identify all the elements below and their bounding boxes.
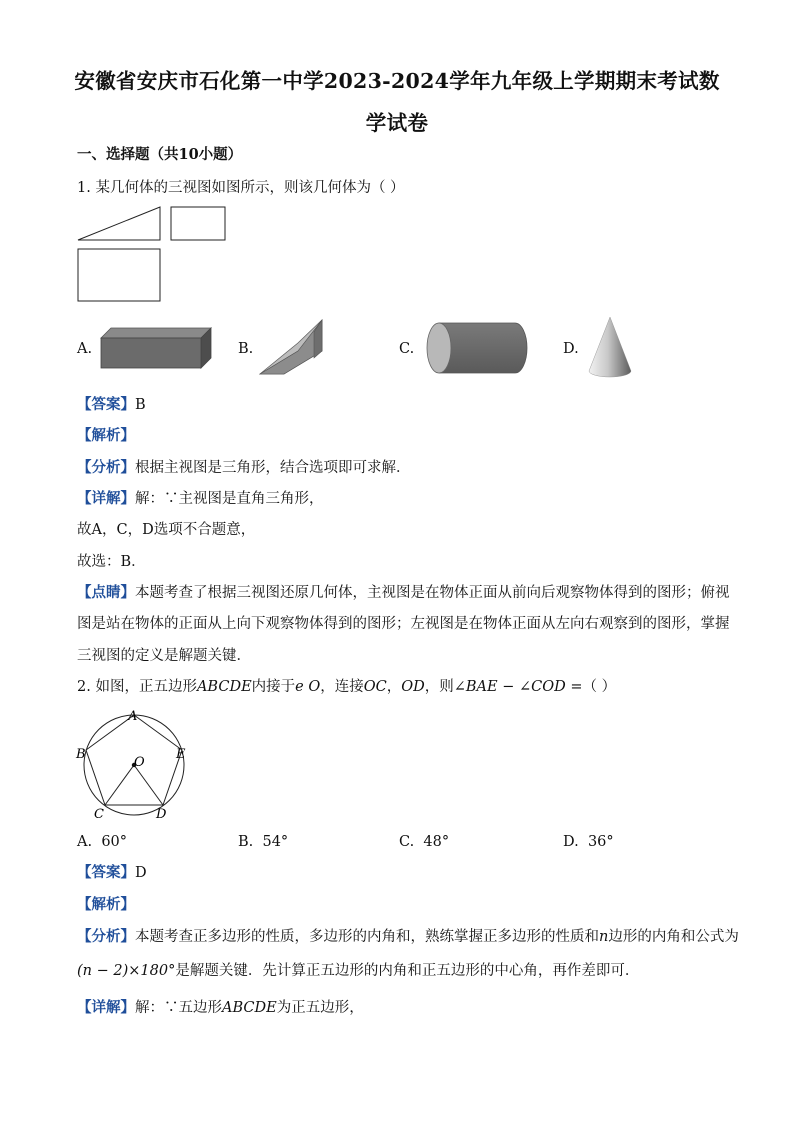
q2-fenxi-line2 <box>77 964 639 979</box>
label-b: B <box>76 747 86 762</box>
q1-option-b-triangular-prism-icon <box>258 318 324 378</box>
fenxi-formula: (n − 2)×180° <box>77 963 176 979</box>
fenxi-tag: 【分析】 <box>77 928 135 945</box>
xiangjie-tag: 【详解】 <box>77 999 135 1016</box>
q1-option-a-label: A. <box>77 341 93 357</box>
q1-solution-line2: 故A，C，D选项不合题意， <box>77 522 256 538</box>
q1-option-d-label: D. <box>563 341 579 357</box>
answer-tag: 【答案】 <box>77 396 135 413</box>
q2-option-b <box>238 835 288 850</box>
label-o: O <box>134 755 145 770</box>
q1-option-c-label: C. <box>399 341 415 357</box>
fenxi-text-2b: 是解题关键．先计算正五边形的内角和正五边形的中心角，再作差即可． <box>175 963 640 979</box>
q1-three-views-figure <box>76 205 228 305</box>
q2-option-c-label: C. <box>399 834 415 850</box>
q2-analysis <box>77 898 135 913</box>
q2-option-a <box>77 835 127 850</box>
q2-option-b-value: 54° <box>262 834 289 850</box>
q2-pentagon-circle-figure <box>72 708 196 822</box>
label-c: C <box>94 807 104 822</box>
q1-dianjing-line3: 三视图的定义是解题关键． <box>77 648 251 664</box>
dianjing-tag: 【点睛】 <box>77 584 135 601</box>
q1-option-c-cylinder-icon <box>425 322 529 374</box>
q2-angle-expression: ∠BAE − ∠COD = <box>453 679 583 695</box>
q1-option-d-cone-icon <box>587 315 633 379</box>
q2-option-d-value: 36° <box>587 834 614 850</box>
document-title-line1: 安徽省安庆市石化第一中学2023-2024学年九年级上学期期末考试数 <box>74 69 720 93</box>
section-heading: 一、选择题（共10小题） <box>77 146 243 163</box>
q2-option-b-label: B. <box>238 834 254 850</box>
front-view-triangle <box>78 207 160 240</box>
q2-stem <box>77 680 616 695</box>
q2-xiangjie <box>77 1001 364 1016</box>
fenxi-text-1a: 本题考查正多边形的性质，多边形的内角和，熟练掌握正多边形的性质和 <box>135 929 599 945</box>
label-a: A <box>128 709 138 724</box>
answer-tag: 【答案】 <box>77 864 135 881</box>
q1-xiangjie <box>77 492 324 507</box>
analysis-tag: 【解析】 <box>77 427 135 444</box>
segment-od <box>134 765 163 805</box>
q2-circle-name: e O <box>295 679 321 695</box>
answer-value: B <box>135 397 146 413</box>
q1-option-b-label: B. <box>238 341 254 357</box>
q2-stem-part-a: 2. 如图，正五边形 <box>77 679 197 695</box>
q1-solution-line3: 故选：B． <box>77 554 146 570</box>
xiangjie-text-b: 为正五边形， <box>276 1000 364 1016</box>
q2-fenxi-line1 <box>77 930 739 945</box>
xiangjie-text-a: 解：∵五边形 <box>135 1000 222 1016</box>
q2-separator: ， <box>386 679 402 695</box>
answer-value: D <box>135 865 147 881</box>
xiangjie-text: 解：∵主视图是直角三角形， <box>135 491 324 507</box>
q2-pentagon-name: ABCDE <box>196 679 252 695</box>
q2-answer <box>77 866 147 881</box>
q2-option-d-label: D. <box>563 834 579 850</box>
q1-dianjing-line1 <box>77 586 730 601</box>
q2-segment-oc: OC <box>363 679 387 695</box>
label-d: D <box>156 807 167 822</box>
analysis-tag: 【解析】 <box>77 896 135 913</box>
q2-stem-part-c: ，连接 <box>320 679 364 695</box>
dianjing-text-1: 本题考查了根据三视图还原几何体，主视图是在物体正面从前向后观察物体得到的图形；俯视 <box>135 585 730 601</box>
q2-option-d <box>563 835 614 850</box>
q1-answer <box>77 398 146 413</box>
q1-fenxi <box>77 461 411 476</box>
label-e: E <box>176 747 186 762</box>
side-view-rectangle <box>171 207 225 240</box>
q2-option-c-value: 48° <box>423 834 450 850</box>
document-title-line2: 学试卷 <box>365 111 429 135</box>
fenxi-text-1b: 边形的内角和公式为 <box>608 929 739 945</box>
q1-option-a-rectangular-prism-icon <box>99 326 214 370</box>
fenxi-text: 根据主视图是三角形，结合选项即可求解． <box>135 460 411 476</box>
xiangjie-pentagon-name: ABCDE <box>222 1000 277 1016</box>
segment-oc <box>105 765 134 805</box>
xiangjie-tag: 【详解】 <box>77 490 135 507</box>
fenxi-variable-n: n <box>599 929 609 945</box>
q2-stem-part-e: （ ） <box>582 679 617 695</box>
q2-segment-od: OD <box>401 679 425 695</box>
top-view-rectangle <box>78 249 160 301</box>
q1-stem: 1. 某几何体的三视图如图所示，则该几何体为（ ） <box>77 180 405 196</box>
q2-stem-part-d: ，则 <box>424 679 454 695</box>
q2-stem-part-b: 内接于 <box>251 679 296 695</box>
q1-dianjing-line2: 图是站在物体的正面从上向下观察物体得到的图形；左视图是在物体正面从左向右观察到的图形，掌握 <box>77 616 730 632</box>
q2-option-a-value: 60° <box>101 834 128 850</box>
fenxi-tag: 【分析】 <box>77 459 135 476</box>
q1-analysis <box>77 429 135 444</box>
q2-option-a-label: A. <box>77 834 93 850</box>
q2-option-c <box>399 835 449 850</box>
